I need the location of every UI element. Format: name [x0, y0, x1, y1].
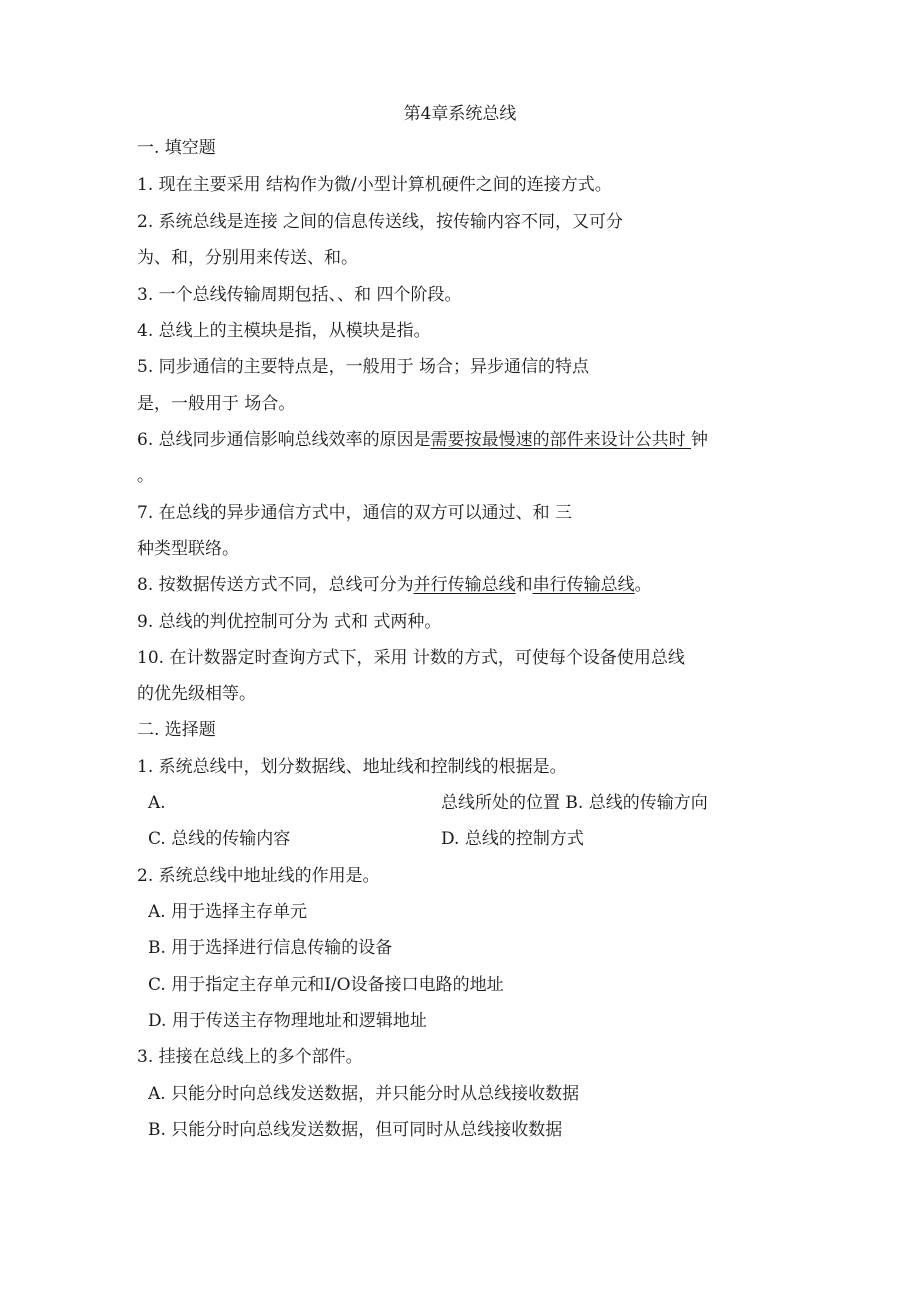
fill-question-8-tail: 。	[634, 575, 652, 595]
choice-question-3: 3. 挂接在总线上的多个部件。	[137, 1047, 363, 1067]
choice-3-option-a: A. 只能分时向总线发送数据，并只能分时从总线接收数据	[148, 1084, 580, 1104]
fill-question-8-answer-2: 串行传输总线	[532, 575, 635, 595]
choice-question-2: 2. 系统总线中地址线的作用是。	[137, 866, 380, 886]
fill-question-5-cont: 是，一般用于 场合。	[137, 394, 296, 414]
fill-question-1: 1. 现在主要采用 结构作为微/小型计算机硬件之间的连接方式。	[137, 175, 612, 195]
section-heading-choice: 二. 选择题	[137, 720, 216, 740]
fill-question-10-cont: 的优先级相等。	[137, 684, 256, 704]
choice-question-1: 1. 系统总线中，划分数据线、地址线和控制线的根据是。	[137, 757, 567, 777]
fill-question-7: 7. 在总线的异步通信方式中，通信的双方可以通过、和 三	[137, 503, 573, 523]
choice-1-option-d: D. 总线的控制方式	[441, 829, 584, 849]
fill-question-10: 10. 在计数器定时查询方式下，采用 计数的方式，可使每个设备使用总线	[137, 648, 685, 668]
fill-question-8-text: 8. 按数据传送方式不同，总线可分为	[137, 575, 414, 595]
section-heading-fill-in: 一. 填空题	[137, 138, 216, 158]
fill-question-9: 9. 总线的判优控制可分为 式和 式两种。	[137, 612, 442, 632]
choice-1-option-a-label: A.	[148, 793, 166, 813]
fill-question-8-conj: 和	[515, 575, 533, 595]
fill-question-6	[137, 428, 708, 452]
fill-question-5: 5. 同步通信的主要特点是，一般用于 场合；异步通信的特点	[137, 357, 590, 377]
page-title: 第4章系统总线	[403, 104, 517, 124]
fill-question-6-text: 6. 总线同步通信影响总线效率的原因是	[137, 430, 431, 450]
fill-question-7-cont: 种类型联络。	[137, 539, 239, 559]
fill-question-6-answer: 需要按最慢速的部件来设计公共时	[430, 430, 692, 450]
choice-1-option-c: C. 总线的传输内容	[148, 829, 291, 849]
fill-question-6-tail: 钟	[691, 430, 709, 450]
fill-question-8-answer-1: 并行传输总线	[413, 575, 516, 595]
fill-question-4: 4. 总线上的主模块是指，从模块是指。	[137, 321, 431, 341]
choice-3-option-b: B. 只能分时向总线发送数据，但可同时从总线接收数据	[148, 1120, 563, 1140]
fill-question-2: 2. 系统总线是连接 之间的信息传送线，按传输内容不同，又可分	[137, 212, 624, 232]
fill-question-2-cont: 为、和，分别用来传送、和。	[137, 248, 358, 268]
fill-question-6-cont: 。	[137, 466, 154, 486]
choice-2-option-c: C. 用于指定主存单元和I/O设备接口电路的地址	[148, 975, 504, 995]
choice-2-option-b: B. 用于选择进行信息传输的设备	[148, 938, 393, 958]
choice-2-option-d: D. 用于传送主存物理地址和逻辑地址	[148, 1011, 427, 1031]
fill-question-8	[137, 573, 652, 597]
choice-2-option-a: A. 用于选择主存单元	[148, 902, 308, 922]
fill-question-3: 3. 一个总线传输周期包括、、和 四个阶段。	[137, 285, 462, 305]
choice-1-option-a-b: 总线所处的位置 B. 总线的传输方向	[441, 793, 708, 813]
